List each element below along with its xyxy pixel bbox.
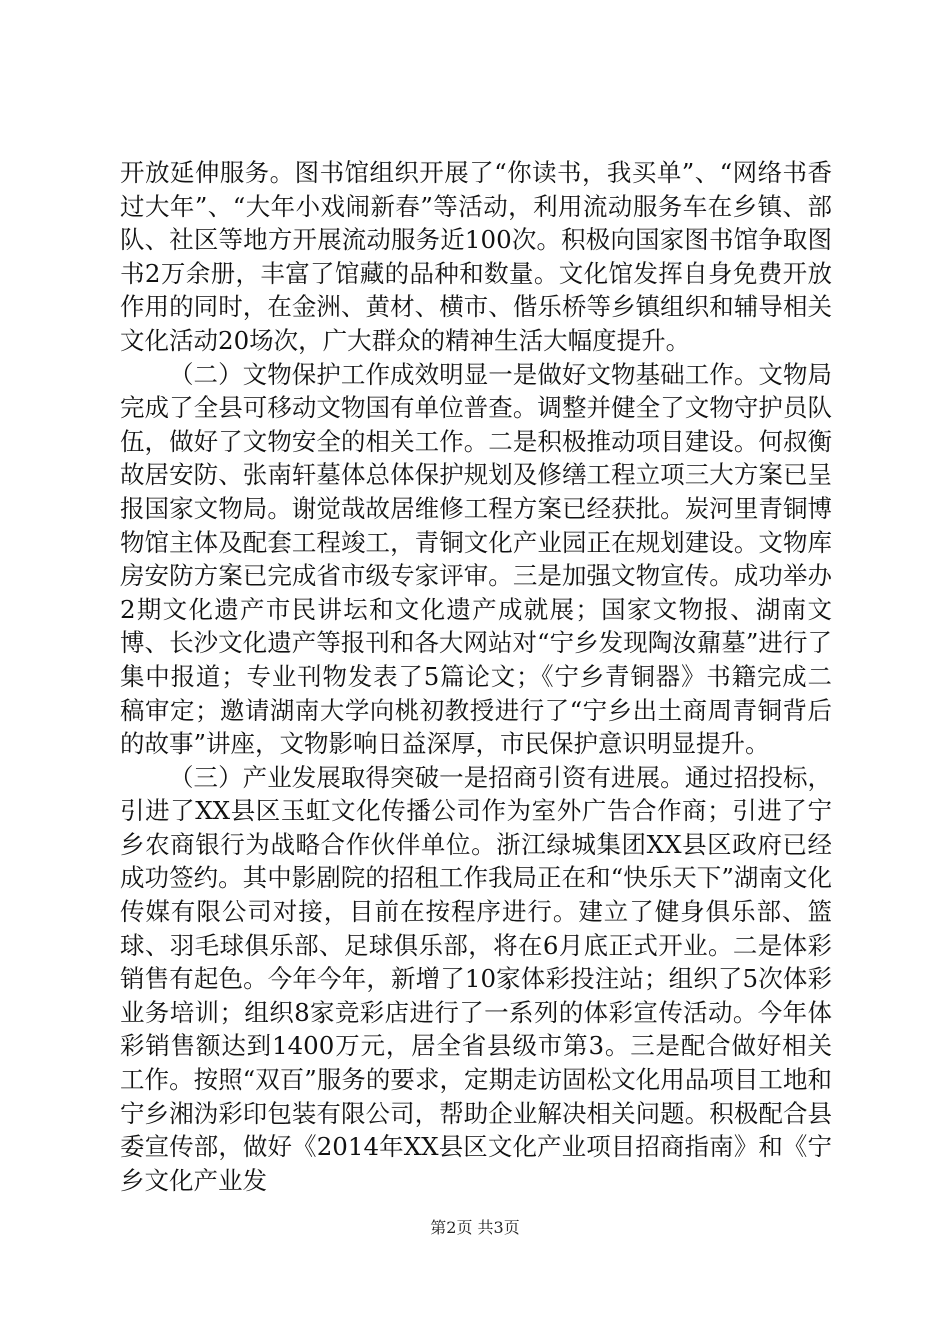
paragraph-industry-development: （三）产业发展取得突破一是招商引资有进展。通过招投标，引进了XX县区玉虹文化传播公司作为室外广告合作商；引进了宁乡农商银行为战略合作伙伴单位。浙江绿城集团XX县区政府已经成功签约。其中影剧院的招租工作我局正在和“快乐天下”湖南文化传媒有限公司对接，目前在按程序进行。建立了健身俱乐部、篮球、羽毛球俱乐部、足球俱乐部，将在6月底正式开业。二是体彩销售有起色。今年今年，新增了10家体彩投注站；组织了5次体彩业务培训；组织8家竞彩店进行了一系列的体彩宣传活动。今年体彩销售额达到1400万元，居全省县级市第3。三是配合做好相关工作。按照“双百”服务的要求，定期走访固松文化用品项目工地和宁乡湘沩彩印包装有限公司，帮助企业解决相关问题。积极配合县委宣传部，做好《2014年XX县区文化产业项目招商指南》和《宁乡文化产业发 [120, 762, 832, 1195]
paragraph-cultural-relics-protection: （二）文物保护工作成效明显一是做好文物基础工作。文物局完成了全县可移动文物国有单位普查。调整并健全了文物守护员队伍，做好了文物安全的相关工作。二是积极推动项目建设。何叔衡故居安防、张南轩墓体总体保护规划及修缮工程立项三大方案已呈报国家文物局。谢觉哉故居维修工程方案已经获批。炭河里青铜博物馆主体及配套工程竣工，青铜文化产业园正在规划建设。文物库房安防方案已完成省市级专家评审。三是加强文物宣传。成功举办2期文化遗产市民讲坛和文化遗产成就展；国家文物报、湖南文博、长沙文化遗产等报刊和各大网站对“宁乡发现陶汝鼐墓”进行了集中报道；专业刊物发表了5篇论文；《宁乡青铜器》书籍完成二稿审定；邀请湖南大学向桃初教授进行了“宁乡出土商周青铜背后的故事”讲座，文物影响日益深厚，市民保护意识明显提升。 [120, 359, 832, 759]
paragraph-culture-services: 开放延伸服务。图书馆组织开展了“你读书，我买单”、“网络书香过大年”、“大年小戏闹新春”等活动，利用流动服务车在乡镇、部队、社区等地方开展流动服务近100次。积极向国家图书馆争取图书2万余册，丰富了馆藏的品种和数量。文化馆发挥自身免费开放作用的同时，在金洲、黄材、横市、偕乐桥等乡镇组织和辅导相关文化活动20场次，广大群众的精神生活大幅度提升。 [120, 158, 832, 355]
page-number-footer: 第2页 共3页 [430, 1218, 520, 1237]
document-body [120, 156, 832, 1197]
